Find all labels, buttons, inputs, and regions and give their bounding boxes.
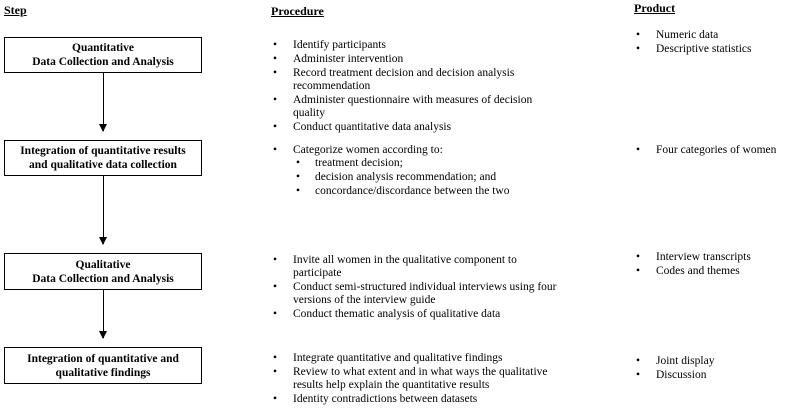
product-item: • Discussion [634,369,784,382]
flow-arrow-1 [103,73,104,131]
product-item: • Numeric data [634,29,784,42]
procedure-column-header: Procedure [271,4,324,18]
step-label-line2: Data Collection and Analysis [32,56,174,68]
procedure-list-4 [271,352,561,407]
step-label-line2: and qualitative data collection [29,159,177,171]
procedure-item: • Record treatment decision and decision analysis recommendation [271,67,561,93]
product-list-1 [634,29,784,57]
step-label-line1: Quantitative [72,42,134,54]
step-label-line2: qualitative findings [55,366,151,379]
procedure-item: • Administer intervention [271,53,561,66]
procedure-item: • Invite all women in the qualitative component to participate [271,254,561,280]
flow-arrow-3 [103,290,104,338]
procedure-item: • Conduct thematic analysis of qualitative data [271,308,561,321]
step-box-qualitative [4,253,202,290]
product-item: • Codes and themes [634,265,784,278]
step-label-line2: Data Collection and Analysis [32,272,174,285]
procedure-item: • Conduct quantitative data analysis [271,121,561,134]
procedure-subitem: • concordance/discordance between the two [293,185,561,198]
arrowhead [99,331,107,339]
procedure-list-2 [271,144,561,199]
procedure-item: • Integrate quantitative and qualitative findings [271,352,561,365]
procedure-subitem: • decision analysis recommendation; and [293,171,561,184]
procedure-sublist [293,157,561,198]
step-label-line1: Qualitative [75,258,131,271]
procedure-item: • Conduct semi-structured individual interviews using four versions of the interview guide [271,281,561,307]
arrowhead [99,237,107,245]
step-box-quantitative [4,37,202,73]
step-column-header: Step [4,3,27,17]
procedure-list-1 [271,39,561,135]
procedure-subitem: • treatment decision; [293,157,561,170]
procedure-item-text: Categorize women according to: [293,144,443,156]
step-box-integration-2 [4,347,202,384]
procedure-item: • Review to what extent and in what ways the qualitative results help explain the quantitative results [271,366,561,392]
product-item: • Four categories of women [634,144,784,157]
procedure-item: • Identity contradictions between datasets [271,393,561,406]
product-list-2 [634,144,784,158]
product-item: • Joint display [634,355,784,368]
step-box-integration-1 [4,140,202,176]
step-label-line1: Integration of quantitative and [27,352,179,365]
procedure-item: • Administer questionnaire with measures of decision quality [271,94,561,120]
flow-arrow-2 [103,176,104,244]
step-label-line1: Integration of quantitative results [20,145,186,157]
product-list-3 [634,251,784,279]
arrowhead [99,124,107,132]
product-column-header: Product [634,1,676,15]
procedure-item [271,144,561,198]
product-item: • Interview transcripts [634,251,784,264]
procedure-list-3 [271,254,561,322]
product-item: • Descriptive statistics [634,43,784,56]
product-list-4 [634,355,784,383]
procedure-item: • Identify participants [271,39,561,52]
